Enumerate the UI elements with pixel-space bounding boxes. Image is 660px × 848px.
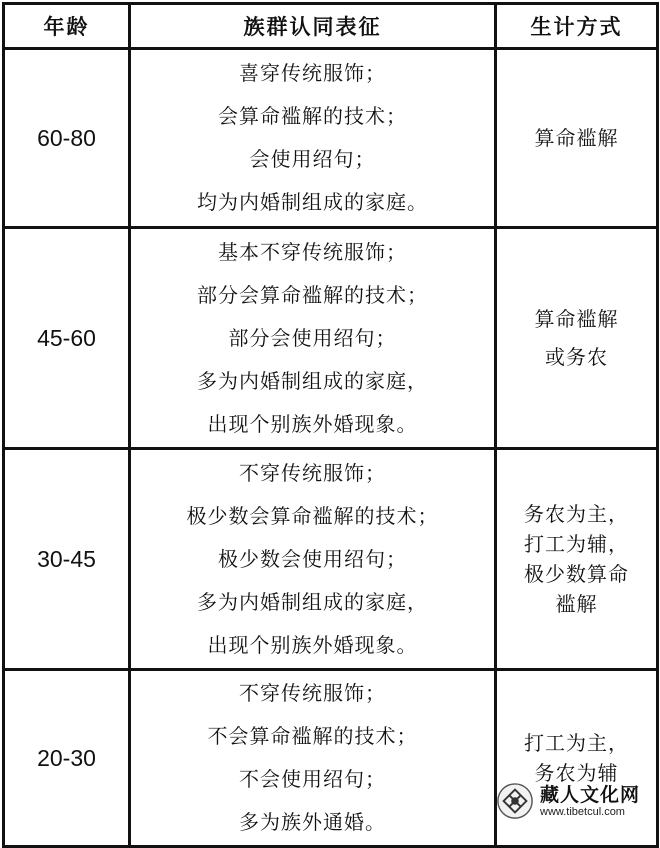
trait-line: 不会算命褴解的技术； [207, 724, 418, 748]
trait-line: 基本不穿传统服饰； [218, 239, 407, 264]
age-cell: 20-30 [4, 670, 130, 847]
livelihood-line: 或务农 [545, 345, 608, 369]
livelihood-cell [496, 228, 658, 449]
trait-line: 会算命褴解的技术； [218, 104, 407, 128]
livelihood-line: 算命褴解 [534, 307, 619, 331]
livelihood-line: 褴解 [555, 592, 598, 616]
knot-logo-icon [496, 782, 534, 820]
table-row [4, 449, 658, 670]
trait-line: 极少数会使用绍句； [218, 546, 407, 571]
trait-line: 多为内婚制组成的家庭， [197, 589, 428, 614]
header-row [4, 4, 658, 49]
trait-line: 不会使用绍句； [239, 767, 386, 791]
livelihood-cell [496, 449, 658, 670]
table-row [4, 49, 658, 228]
header-livelihood: 生计方式 [496, 4, 658, 49]
age-cell: 30-45 [4, 449, 130, 670]
livelihood-line: 打工为主， [524, 731, 629, 755]
traits-cell [130, 670, 496, 847]
watermark [496, 778, 652, 826]
livelihood-line: 极少数算命 [524, 562, 629, 586]
header-identity: 族群认同表征 [130, 4, 496, 49]
trait-line: 极少数会算命褴解的技术； [186, 503, 439, 528]
trait-line: 出现个别族外婚现象。 [207, 632, 418, 657]
traits-cell [130, 228, 496, 449]
age-cell: 60-80 [4, 49, 130, 228]
watermark-name: 藏人文化网 [540, 784, 641, 806]
trait-line: 部分会算命褴解的技术； [197, 282, 428, 307]
trait-line: 不穿传统服饰； [239, 681, 386, 705]
identity-table [2, 2, 659, 848]
header-age: 年龄 [4, 4, 130, 49]
livelihood-line: 务农为主， [524, 502, 629, 526]
trait-line: 多为族外通婚。 [239, 810, 386, 834]
trait-line: 不穿传统服饰； [239, 460, 386, 485]
livelihood-cell [496, 49, 658, 228]
trait-line: 多为内婚制组成的家庭， [197, 368, 428, 393]
trait-line: 均为内婚制组成的家庭。 [197, 190, 428, 214]
watermark-url: www.tibetcul.com [540, 806, 625, 818]
livelihood-line: 算命褴解 [534, 126, 619, 150]
traits-cell [130, 449, 496, 670]
livelihood-line: 务农为辅 [534, 761, 619, 785]
trait-line: 喜穿传统服饰； [239, 61, 386, 85]
trait-line: 出现个别族外婚现象。 [207, 411, 418, 436]
age-cell: 45-60 [4, 228, 130, 449]
livelihood-line: 打工为辅， [524, 532, 629, 556]
traits-cell [130, 49, 496, 228]
table-row [4, 228, 658, 449]
trait-line: 部分会使用绍句； [228, 325, 397, 350]
trait-line: 会使用绍句； [249, 147, 376, 171]
